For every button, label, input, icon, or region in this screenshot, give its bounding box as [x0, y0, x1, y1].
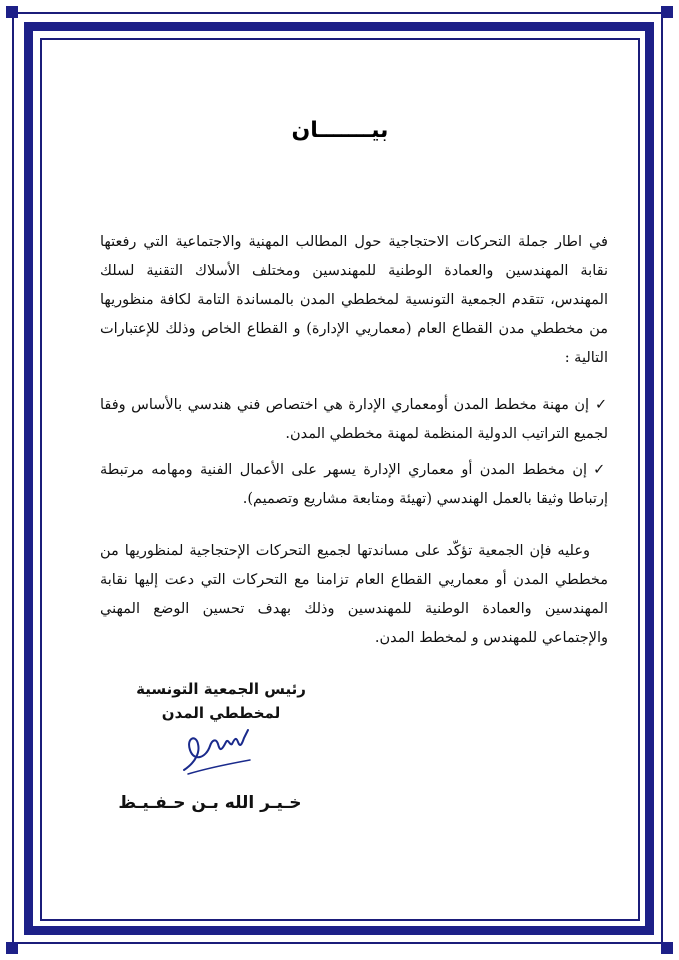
intro-paragraph: في اطار جملة التحركات الاحتجاجية حول المطالب المهنية والاجتماعية التي رفعتها نقابة المهندسين والعمادة الوطنية للمهندسين ومختلف الأسلاك التقنية لسلك المهندس، تتقدم الجمعية التونسية لمخططي المدن بالمساندة التامة لكافة منظوريها من مخططي مدن القطاع العام (معماريي الإدارة) و القطاع الخاص وذلك للإعتبارات التالية :	[100, 234, 608, 366]
border-corner	[6, 6, 18, 18]
check-icon: ✓	[595, 397, 608, 413]
signatory-title-line-2: لمخططي المدن	[161, 704, 281, 722]
signature-image	[178, 722, 256, 778]
signatory-name: خـيـر الله بـن حـفـيـظ	[118, 793, 302, 813]
point-two-text: إن مخطط المدن أو معماري الإدارة يسهر على الأعمال الفنية ومهامه مرتبطة إرتباطا وثيقا بالعمل الهندسي (تهيئة ومتابعة مشاريع وتصميم).	[100, 462, 608, 507]
document-title: بيـــــــان	[291, 118, 389, 143]
border-corner	[661, 6, 673, 18]
point-one	[100, 391, 608, 449]
closing-paragraph: وعليه فإن الجمعية تؤكّد على مساندتها لجميع التحركات الإحتجاجية لمنظوريها من مخططي المدن أو معماريي القطاع العام تزامنا مع التحركات التي دعت إليها نقابة المهندسين والعمادة الوطنية للمهندسين وذلك بهدف تحسين الوضع المهني والإجتماعي للمهندس و لمخطط المدن.	[100, 543, 608, 646]
point-one-text: إن مهنة مخطط المدن أومعماري الإدارة هي اختصاص فني هندسي بالأساس وفقا لجميع التراتيب الدولية المنظمة لمهنة مخططي المدن.	[100, 397, 608, 442]
check-icon: ✓	[593, 462, 608, 478]
border-corner	[6, 942, 18, 954]
signatory-title	[132, 677, 310, 725]
border-corner	[661, 942, 673, 954]
point-two	[100, 456, 608, 514]
signatory-title-line-1: رئيس الجمعية التونسية	[136, 680, 306, 698]
